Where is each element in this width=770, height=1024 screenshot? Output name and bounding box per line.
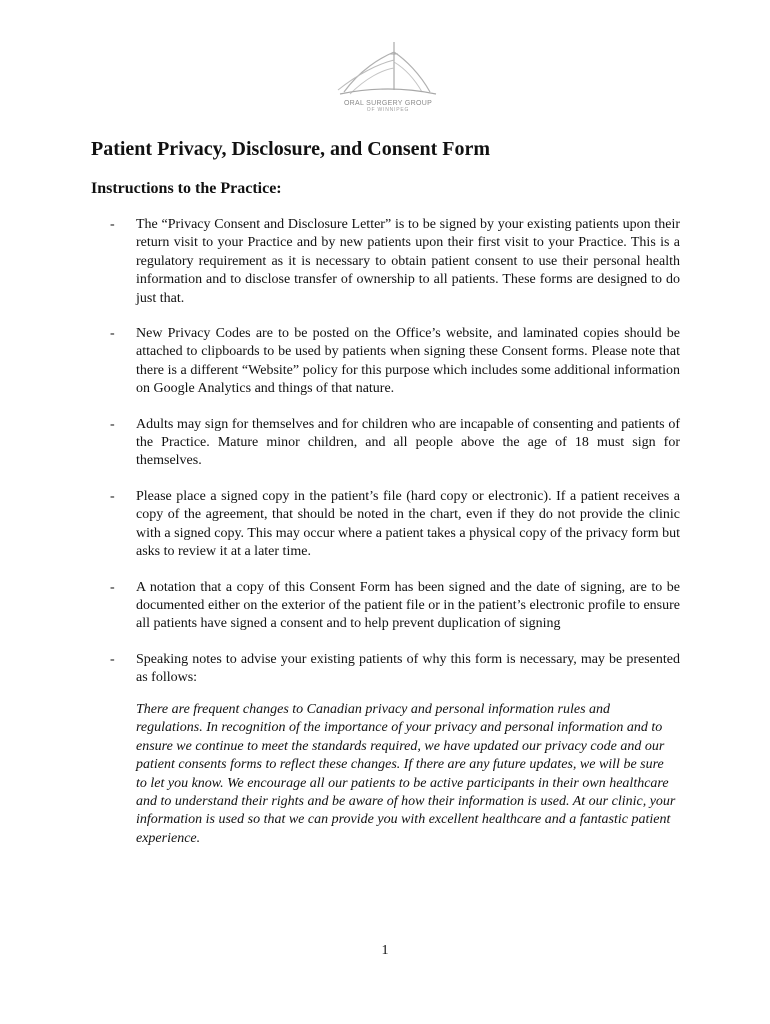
logo-name: ORAL SURGERY GROUP <box>343 100 433 107</box>
bullet-dash: - <box>110 488 115 504</box>
sail-emblem-icon <box>330 40 446 98</box>
section-heading: Instructions to the Practice: <box>91 180 282 197</box>
list-item-text: Please place a signed copy in the patient’s file (hard copy or electronic). If a patient receives a copy of the agreement, that should be noted in the chart, even if they do not provide the clinic with a signed copy. This may occur where a patient takes a physical copy of the privacy form but asks to review it at a later time. <box>136 488 680 560</box>
bullet-dash: - <box>110 651 115 667</box>
list-item <box>110 325 680 399</box>
clinic-logo <box>330 40 446 120</box>
bullet-dash: - <box>110 579 115 595</box>
logo-city: OF WINNIPEG <box>366 107 410 113</box>
bullet-dash: - <box>110 217 115 232</box>
list-item-text: A notation that a copy of this Consent Form has been signed and the date of signing, are to be documented either on the exterior of the patient file or in the patient’s electronic profile to ensure all patients have signed a consent and to help prevent duplication of signing <box>136 579 680 632</box>
list-item-text: New Privacy Codes are to be posted on the Office’s website, and laminated copies should be attached to clipboards to be used by patients when signing these Consent forms. Please note that there is a different “Website” policy for this purpose which includes some additional information on Google Analytics and things of that nature. <box>136 326 680 397</box>
list-item <box>110 651 680 688</box>
speaking-notes: There are frequent changes to Canadian privacy and personal information rules and regulations. In recognition of the importance of your privacy and personal information and to ensure we continue to meet the standards required, we have updated our privacy code and our patient consents forms to reflect these changes. If there are any future updates, we will be sure to let you know. We encourage all our patients to be active participants in their own healthcare and to understand their rights and be aware of how their information is used. At our clinic, your information is used so that we can provide you with excellent healthcare and a fantastic patient experience. <box>136 702 676 846</box>
list-item <box>110 579 680 634</box>
list-item-text: The “Privacy Consent and Disclosure Letter” is to be signed by your existing patients upon their return visit to your Practice and by new patients upon their first visit to your Practice. This is a regulatory requirement as it is necessary to obtain patient consent to use their personal health information and to disclose transfer of ownership to all patients. These forms are designed to do just that. <box>136 217 680 306</box>
list-item-text: Adults may sign for themselves and for children who are incapable of consenting and patients of the Practice. Mature minor children, and all people above the age of 18 must sign for themselves. <box>136 416 680 469</box>
list-item <box>110 416 680 471</box>
instruction-list <box>110 216 680 705</box>
bullet-dash: - <box>110 416 115 432</box>
list-item <box>110 488 680 562</box>
list-item <box>110 216 680 308</box>
list-item-text: Speaking notes to advise your existing patients of why this form is necessary, may be presented as follows: <box>136 651 680 686</box>
document-title: Patient Privacy, Disclosure, and Consent Form <box>91 138 491 160</box>
page-number: 1 <box>381 943 389 958</box>
bullet-dash: - <box>110 326 115 342</box>
